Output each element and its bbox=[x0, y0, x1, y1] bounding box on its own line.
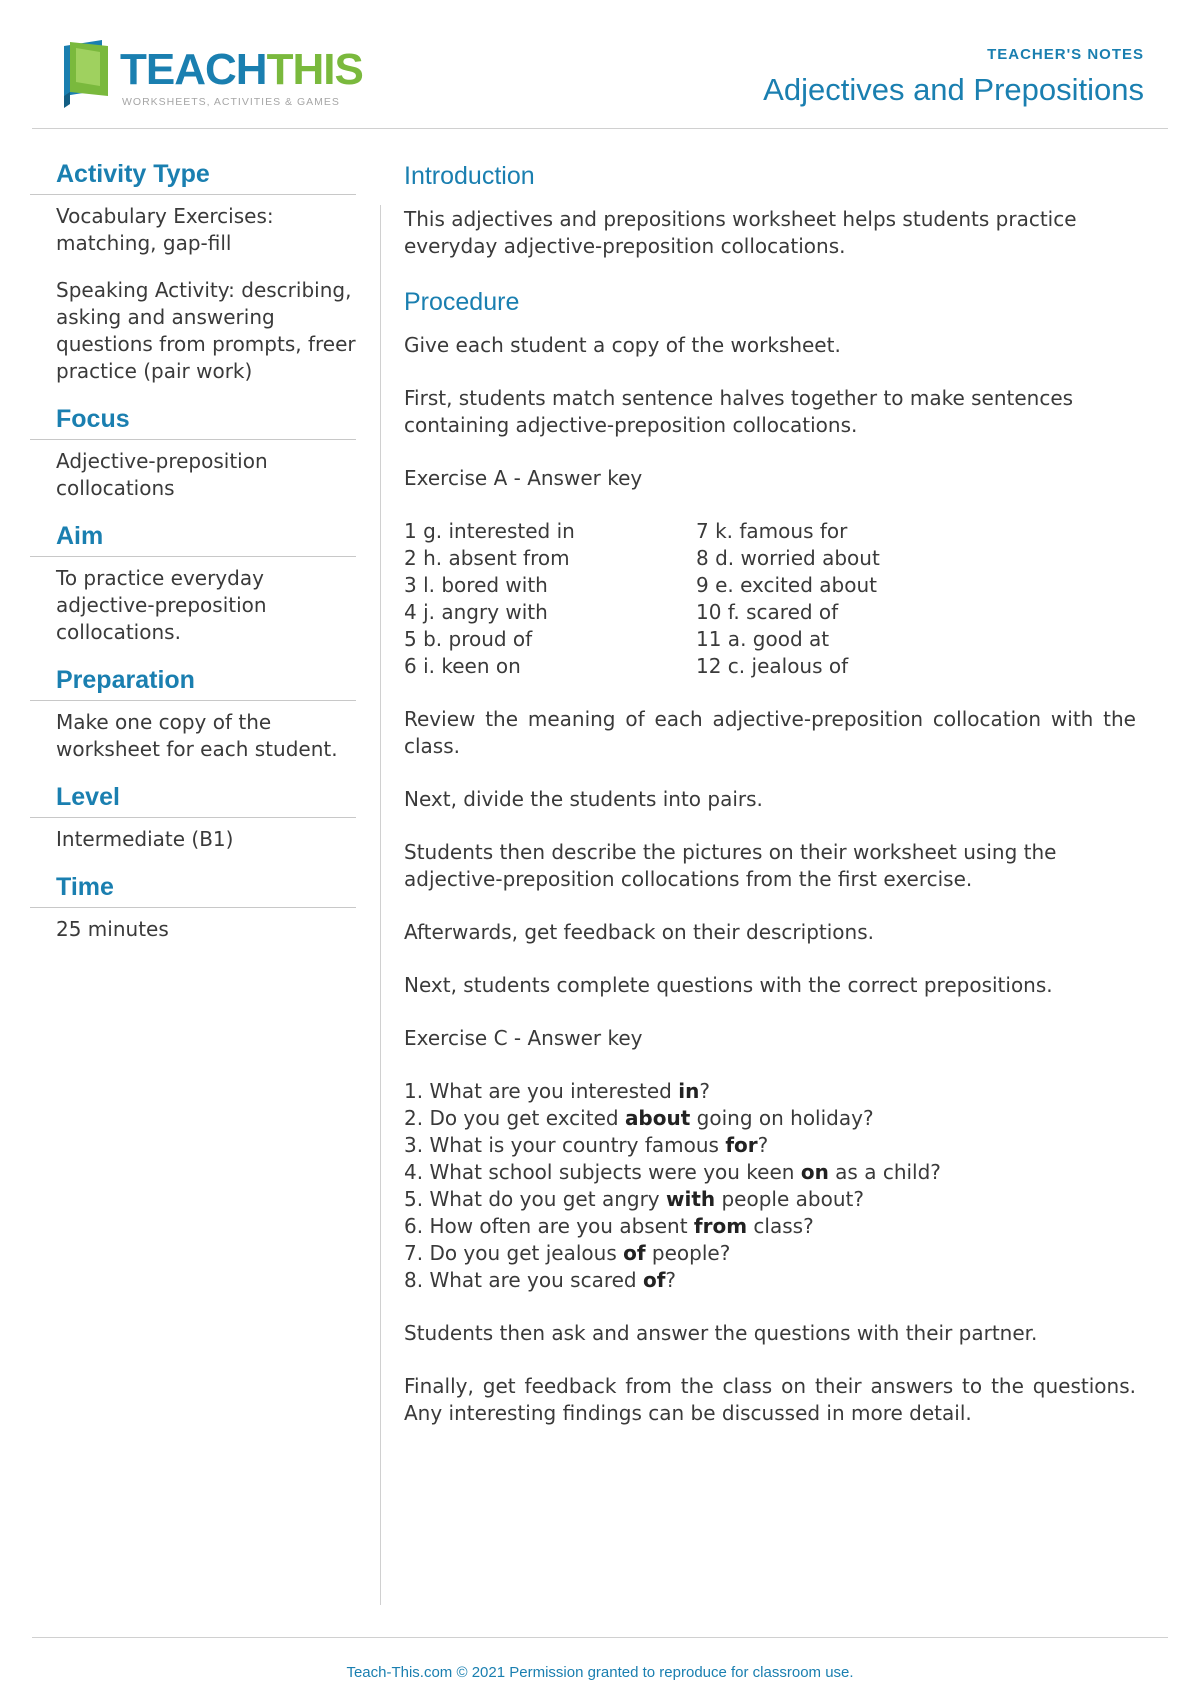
preparation-heading: Preparation bbox=[30, 666, 356, 701]
activity-type-heading: Activity Type bbox=[30, 160, 356, 195]
exercise-c-answer-key bbox=[404, 1078, 1136, 1294]
answer-item: 9 e. excited about bbox=[696, 573, 877, 597]
document-title: Adjectives and Prepositions bbox=[763, 72, 1144, 107]
answer-item: 2 h. absent from bbox=[404, 546, 570, 570]
teach-this-logo[interactable] bbox=[56, 38, 386, 118]
sidebar bbox=[30, 160, 356, 963]
logo-teach: TEACH bbox=[120, 45, 267, 94]
activity-type-text-2: Speaking Activity: describing, asking and answering questions from prompts, freer practice (pair work) bbox=[56, 278, 356, 383]
top-divider bbox=[32, 128, 1168, 129]
footer-copyright: Teach-This.com © 2021 Permission granted to reproduce for classroom use. bbox=[346, 1664, 854, 1681]
introduction-heading: Introduction bbox=[404, 162, 535, 190]
question-item: 3. What is your country famous for? bbox=[404, 1133, 769, 1157]
focus-text: Adjective-preposition collocations bbox=[56, 449, 268, 500]
procedure-step-6: Afterwards, get feedback on their descriptions. bbox=[404, 920, 874, 944]
logo-tagline: WORKSHEETS, ACTIVITIES & GAMES bbox=[122, 96, 340, 108]
activity-type-section bbox=[30, 160, 356, 385]
main-content bbox=[404, 160, 1136, 1453]
header bbox=[0, 0, 1200, 130]
level-section bbox=[30, 783, 356, 853]
level-heading: Level bbox=[30, 783, 356, 818]
answer-item: 7 k. famous for bbox=[696, 519, 848, 543]
introduction-text: This adjectives and prepositions worksheet helps students practice everyday adjective-preposition collocations. bbox=[404, 207, 1077, 258]
answer-item: 6 i. keen on bbox=[404, 654, 521, 678]
question-item: 2. Do you get excited about going on holiday? bbox=[404, 1106, 874, 1130]
answer-item: 1 g. interested in bbox=[404, 519, 575, 543]
answer-item: 4 j. angry with bbox=[404, 600, 548, 624]
level-text: Intermediate (B1) bbox=[56, 827, 234, 851]
teachers-notes-label: TEACHER'S NOTES bbox=[987, 46, 1144, 63]
aim-section bbox=[30, 522, 356, 646]
answer-item: 8 d. worried about bbox=[696, 546, 880, 570]
question-item: 5. What do you get angry with people about? bbox=[404, 1187, 864, 1211]
procedure-step-5: Students then describe the pictures on their worksheet using the adjective-preposition collocations from the first exercise. bbox=[404, 840, 1057, 891]
exercise-a-title: Exercise A - Answer key bbox=[404, 466, 643, 490]
answer-item: 5 b. proud of bbox=[404, 627, 533, 651]
answer-item: 3 l. bored with bbox=[404, 573, 548, 597]
focus-section bbox=[30, 405, 356, 502]
question-item: 8. What are you scared of? bbox=[404, 1268, 677, 1292]
question-item: 1. What are you interested in? bbox=[404, 1079, 710, 1103]
question-item: 6. How often are you absent from class? bbox=[404, 1214, 814, 1238]
activity-type-text-1: Vocabulary Exercises: matching, gap-fill bbox=[56, 204, 274, 255]
book-icon bbox=[56, 38, 116, 108]
column-divider bbox=[380, 205, 381, 1605]
time-heading: Time bbox=[30, 873, 356, 908]
question-item: 7. Do you get jealous of people? bbox=[404, 1241, 731, 1265]
procedure-step-1: Give each student a copy of the worksheet. bbox=[404, 333, 841, 357]
answer-item: 12 c. jealous of bbox=[696, 654, 849, 678]
time-text: 25 minutes bbox=[56, 917, 169, 941]
procedure-step-8: Students then ask and answer the questions with their partner. bbox=[404, 1321, 1038, 1345]
logo-this: THIS bbox=[266, 45, 363, 94]
preparation-section bbox=[30, 666, 356, 763]
aim-text: To practice everyday adjective-preposition collocations. bbox=[56, 566, 267, 644]
answer-item: 10 f. scared of bbox=[696, 600, 839, 624]
time-section bbox=[30, 873, 356, 943]
exercise-a-answer-key bbox=[404, 518, 1136, 680]
preparation-text: Make one copy of the worksheet for each student. bbox=[56, 710, 338, 761]
question-item: 4. What school subjects were you keen on as a child? bbox=[404, 1160, 941, 1184]
procedure-step-4: Next, divide the students into pairs. bbox=[404, 787, 763, 811]
exercise-c-title: Exercise C - Answer key bbox=[404, 1026, 643, 1050]
procedure-step-7: Next, students complete questions with the correct prepositions. bbox=[404, 973, 1053, 997]
procedure-step-2: First, students match sentence halves together to make sentences containing adjective-preposition collocations. bbox=[404, 386, 1074, 437]
procedure-step-3: Review the meaning of each adjective-preposition collocation with the class. bbox=[404, 707, 1136, 758]
focus-heading: Focus bbox=[30, 405, 356, 440]
logo-wordmark bbox=[120, 45, 363, 94]
bottom-divider bbox=[32, 1637, 1168, 1638]
aim-heading: Aim bbox=[30, 522, 356, 557]
answer-item: 11 a. good at bbox=[696, 627, 830, 651]
procedure-heading: Procedure bbox=[404, 288, 520, 316]
procedure-step-9: Finally, get feedback from the class on their answers to the questions. Any interesting findings can be discussed in more detail. bbox=[404, 1374, 1136, 1425]
